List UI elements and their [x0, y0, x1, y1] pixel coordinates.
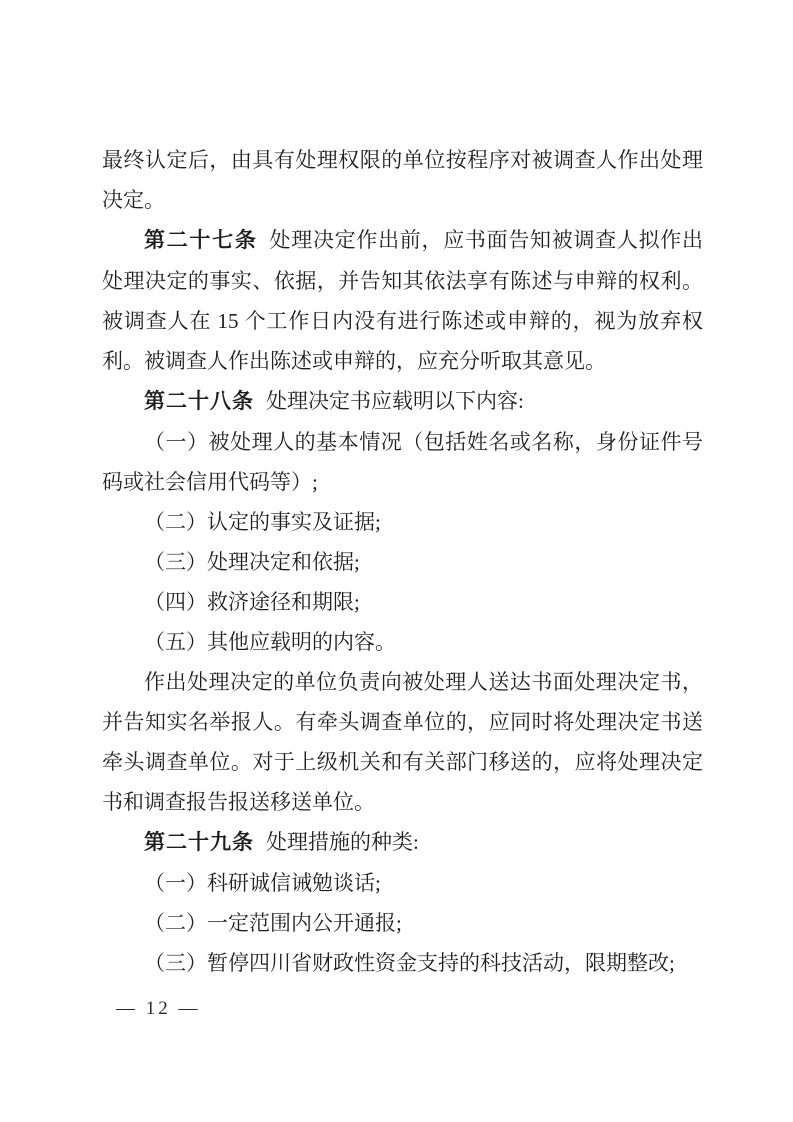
paragraph-delivery — [102, 662, 703, 822]
paragraph-article-29 — [102, 822, 703, 863]
paragraph-text: 处理决定书应载明以下内容: — [266, 389, 524, 413]
paragraph-article-27 — [102, 220, 703, 381]
article-label: 第二十九条 — [144, 831, 254, 854]
paragraph-text: （三）处理决定和依据; — [144, 550, 360, 574]
document-body — [102, 140, 703, 983]
paragraph-text: 处理决定作出前，应书面告知被调查人拟作出处理决定的事实、依据，并告知其依法享有陈述与申辩的权利。被调查人在 15 个工作日内没有进行陈述或申辩的，视为放弃权利。被调查人作出陈述或申辩的，应充分听取其意见。 — [102, 228, 704, 373]
paragraph-text: （一）科研诚信诫勉谈话; — [144, 871, 381, 895]
paragraph-text: （四）救济途径和期限; — [144, 590, 360, 614]
list-item-5 — [102, 622, 703, 662]
list-item-1 — [102, 422, 703, 502]
measure-item-2 — [102, 903, 703, 943]
paragraph-text: （三）暂停四川省财政性资金支持的科技活动，限期整改; — [144, 951, 675, 975]
measure-item-3 — [102, 943, 703, 983]
paragraph-text: （一）被处理人的基本情况（包括姓名或名称，身份证件号码或社会信用代码等）; — [102, 430, 703, 494]
list-item-4 — [102, 582, 703, 622]
article-label: 第二十七条 — [144, 229, 258, 252]
paragraph-article-28 — [102, 381, 703, 422]
paragraph-text: （二）一定范围内公开通报; — [144, 911, 402, 935]
paragraph-text: 处理措施的种类: — [266, 830, 419, 854]
paragraph-text: （二）认定的事实及证据; — [144, 510, 381, 534]
paragraph-text: （五）其他应载明的内容。 — [144, 630, 396, 654]
paragraph-text: 最终认定后，由具有处理权限的单位按程序对被调查人作出处理决定。 — [102, 148, 703, 212]
measure-item-1 — [102, 863, 703, 903]
paragraph-continuation — [102, 140, 703, 220]
list-item-3 — [102, 542, 703, 582]
article-label: 第二十八条 — [144, 390, 254, 413]
page-number: — 12 — — [116, 998, 201, 1019]
paragraph-text: 作出处理决定的单位负责向被处理人送达书面处理决定书，并告知实名举报人。有牵头调查单位的，应同时将处理决定书送牵头调查单位。对于上级机关和有关部门移送的，应将处理决定书和调查报告报送移送单位。 — [102, 670, 703, 814]
list-item-2 — [102, 502, 703, 542]
